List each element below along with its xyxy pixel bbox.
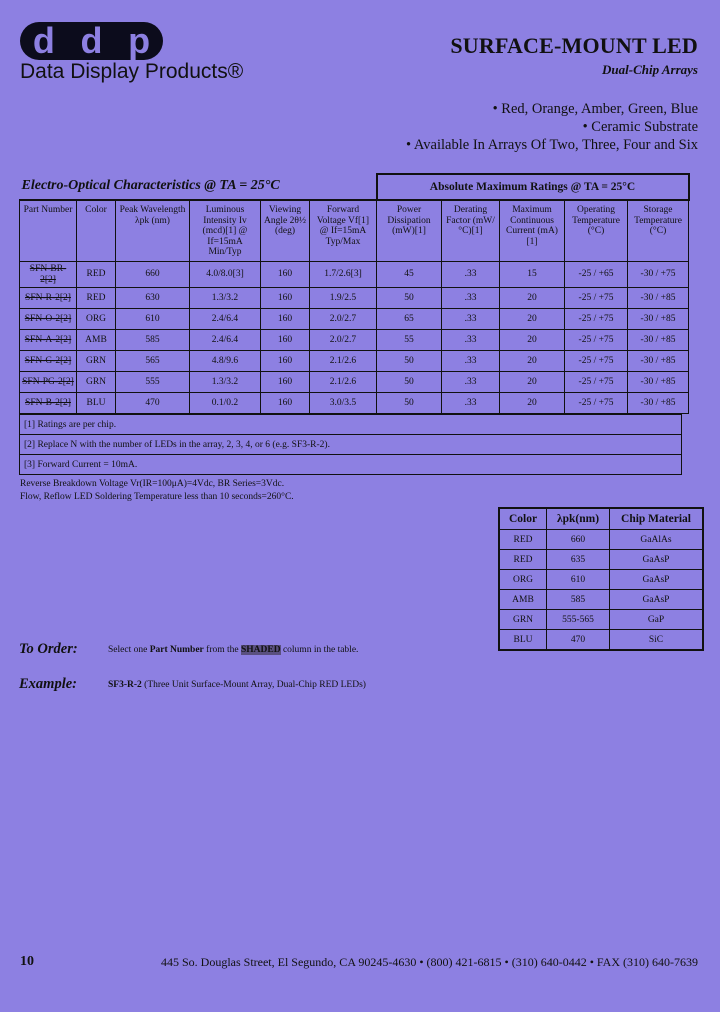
table-cell: -30 / +85 [628,393,689,414]
part-number-cell: SFN-G-2[2] [20,351,77,372]
electro-optical-title: Electro-Optical Characteristics @ TA = 25°C [20,174,377,200]
table-cell: 1.3/3.2 [190,288,261,309]
table-cell: .33 [442,351,500,372]
part-number-cell: SFN-O-2[2] [20,309,77,330]
table-cell: 20 [500,393,565,414]
company-name: Data Display Products® [20,60,244,83]
table-cell: ORG [77,309,116,330]
table-cell: -30 / +85 [628,372,689,393]
col-header: Color [499,508,547,530]
table-cell: 20 [500,309,565,330]
table-cell: 585 [547,590,610,610]
table-cell: GRN [499,610,547,630]
table-cell: 20 [500,288,565,309]
table-cell: 2.0/2.7 [310,309,377,330]
table-cell: 610 [116,309,190,330]
table-cell: GaAlAs [610,530,704,550]
table-cell: -25 / +65 [565,262,628,288]
table-cell: 160 [261,330,310,351]
table-cell: GRN [77,372,116,393]
table-row [499,550,703,570]
table-cell: 565 [116,351,190,372]
table-cell: 45 [377,262,442,288]
table-cell: 50 [377,372,442,393]
table-cell: BLU [499,630,547,651]
table-cell: 2.4/6.4 [190,309,261,330]
reverse-voltage-note: Reverse Breakdown Voltage Vr(IR=100μA)=4Vdc, BR Series=3Vdc. [20,479,285,489]
table-cell: 470 [547,630,610,651]
table-cell: 160 [261,393,310,414]
table-cell: 160 [261,351,310,372]
col-header: Color [77,200,116,262]
table-cell: 160 [261,288,310,309]
example-code: SF3-R-2 [108,680,142,690]
feature-item: • Red, Orange, Amber, Green, Blue [492,101,698,117]
table-row [499,630,703,651]
table-cell: 610 [547,570,610,590]
table-cell: 1.9/2.5 [310,288,377,309]
feature-item: • Available In Arrays Of Two, Three, Four and Six [406,137,698,153]
part-number-cell: SFN-A-2[2] [20,330,77,351]
feature-list [406,100,698,154]
table-row [20,372,689,393]
table-cell: 65 [377,309,442,330]
table-cell: 4.8/9.6 [190,351,261,372]
table-cell: 20 [500,372,565,393]
logo-letter-2: d [80,20,103,61]
table-cell: .33 [442,288,500,309]
col-header: Peak Wavelength λpk (nm) [116,200,190,262]
feature-item: • Ceramic Substrate [582,119,698,135]
table-cell: 1.7/2.6[3] [310,262,377,288]
col-header: Viewing Angle 2θ½ (deg) [261,200,310,262]
note-item: [1] Ratings are per chip. [20,415,682,435]
table-cell: -25 / +75 [565,393,628,414]
part-number-cell: SFN-PG-2[2] [20,372,77,393]
table-cell: .33 [442,309,500,330]
table-cell: 660 [547,530,610,550]
part-number-cell: SFN-R-2[2] [20,288,77,309]
logo [20,22,163,60]
table-cell: .33 [442,372,500,393]
col-header: λpk(nm) [547,508,610,530]
example-label: Example: [19,676,77,692]
table-row [499,570,703,590]
table-row [20,330,689,351]
additional-specs [20,478,294,504]
table-cell: AMB [77,330,116,351]
table-row [499,530,703,550]
table-cell: ORG [499,570,547,590]
notes-table [19,414,682,475]
part-number-cell: SFN-B-2[2] [20,393,77,414]
table-cell: AMB [499,590,547,610]
table-cell: 2.0/2.7 [310,330,377,351]
logo-letter-3: p [128,20,151,61]
table-cell: 160 [261,372,310,393]
col-header: Power Dissipation (mW)[1] [377,200,442,262]
table-cell: 630 [116,288,190,309]
table-cell: 2.1/2.6 [310,372,377,393]
order-text-part: Select one [108,645,150,655]
table-cell: 2.1/2.6 [310,351,377,372]
table-cell: SiC [610,630,704,651]
table-cell: 1.3/3.2 [190,372,261,393]
table-cell: 15 [500,262,565,288]
table-row [20,288,689,309]
table-cell: GaP [610,610,704,630]
col-header: Forward Voltage Vf[1] @ If=15mA Typ/Max [310,200,377,262]
table-cell: 585 [116,330,190,351]
table-cell: .33 [442,393,500,414]
table-cell: 555 [116,372,190,393]
table-row [499,590,703,610]
table-cell: 20 [500,351,565,372]
to-order-text [108,645,358,655]
col-header: Luminous Intensity Iv (mcd)[1] @ If=15mA Min/Typ [190,200,261,262]
table-row [20,262,689,288]
order-text-part: column in the table. [280,645,359,655]
table-cell: 660 [116,262,190,288]
table-cell: -25 / +75 [565,372,628,393]
table-cell: GaAsP [610,570,704,590]
order-part-number: Part Number [149,645,204,655]
chip-table-header [499,508,703,530]
logo-letter-1: d [32,20,55,61]
table-cell: -25 / +75 [565,330,628,351]
example-description: (Three Unit Surface-Mount Array, Dual-Chip RED LEDs) [141,680,366,690]
table-cell: -30 / +85 [628,351,689,372]
table-cell: -30 / +85 [628,309,689,330]
table-row [20,351,689,372]
table-cell: GaAsP [610,550,704,570]
table-cell: 4.0/8.0[3] [190,262,261,288]
table-cell: 20 [500,330,565,351]
table-cell: RED [499,550,547,570]
table-cell: 0.1/0.2 [190,393,261,414]
table-cell: .33 [442,330,500,351]
table-cell: 50 [377,351,442,372]
abs-max-title: Absolute Maximum Ratings @ TA = 25°C [377,174,689,200]
table-cell: 2.4/6.4 [190,330,261,351]
table-cell: 555-565 [547,610,610,630]
table-row [20,309,689,330]
table-header-row [20,200,689,262]
table-cell: GaAsP [610,590,704,610]
table-cell: 160 [261,309,310,330]
soldering-note: Flow, Reflow LED Soldering Temperature less than 10 seconds=260°C. [20,492,294,502]
col-header: Derating Factor (mW/°C)[1] [442,200,500,262]
table-cell: -25 / +75 [565,351,628,372]
note-item: [3] Forward Current = 10mA. [20,455,682,475]
table-cell: -30 / +85 [628,288,689,309]
order-shaded: SHADED [240,645,281,655]
table-cell: .33 [442,262,500,288]
note-item: [2] Replace N with the number of LEDs in the array, 2, 3, 4, or 6 (e.g. SF3-R-2). [20,435,682,455]
col-header: Storage Temperature (°C) [628,200,689,262]
table-cell: BLU [77,393,116,414]
table-cell: 50 [377,288,442,309]
table-cell: -25 / +75 [565,309,628,330]
page-subtitle: Dual-Chip Arrays [602,62,698,77]
chip-material-table [498,507,704,651]
table-row [499,610,703,630]
spec-table [19,173,690,414]
part-number-cell: SFN-BR-2[2] [20,262,77,288]
col-header: Part Number [20,200,77,262]
table-cell: RED [77,288,116,309]
table-cell: -30 / +85 [628,330,689,351]
page-number: 10 [20,954,34,969]
table-cell: 160 [261,262,310,288]
table-cell: 635 [547,550,610,570]
table-cell: -30 / +75 [628,262,689,288]
table-cell: GRN [77,351,116,372]
table-cell: -25 / +75 [565,288,628,309]
col-header: Operating Temperature (°C) [565,200,628,262]
col-header: Maximum Continuous Current (mA)[1] [500,200,565,262]
order-text-part: from the [203,645,241,655]
example-text [108,680,366,690]
table-cell: 55 [377,330,442,351]
table-row [20,393,689,414]
table-cell: 50 [377,393,442,414]
table-cell: RED [499,530,547,550]
footer-address: 445 So. Douglas Street, El Segundo, CA 90245-4630 • (800) 421-6815 • (310) 640-0442 • FAX (310) 640-7639 [160,955,698,969]
table-cell: 3.0/3.5 [310,393,377,414]
page-title: SURFACE-MOUNT LED [450,33,698,58]
table-cell: 470 [116,393,190,414]
to-order-label: To Order: [19,641,78,657]
table-cell: RED [77,262,116,288]
col-header: Chip Material [610,508,704,530]
